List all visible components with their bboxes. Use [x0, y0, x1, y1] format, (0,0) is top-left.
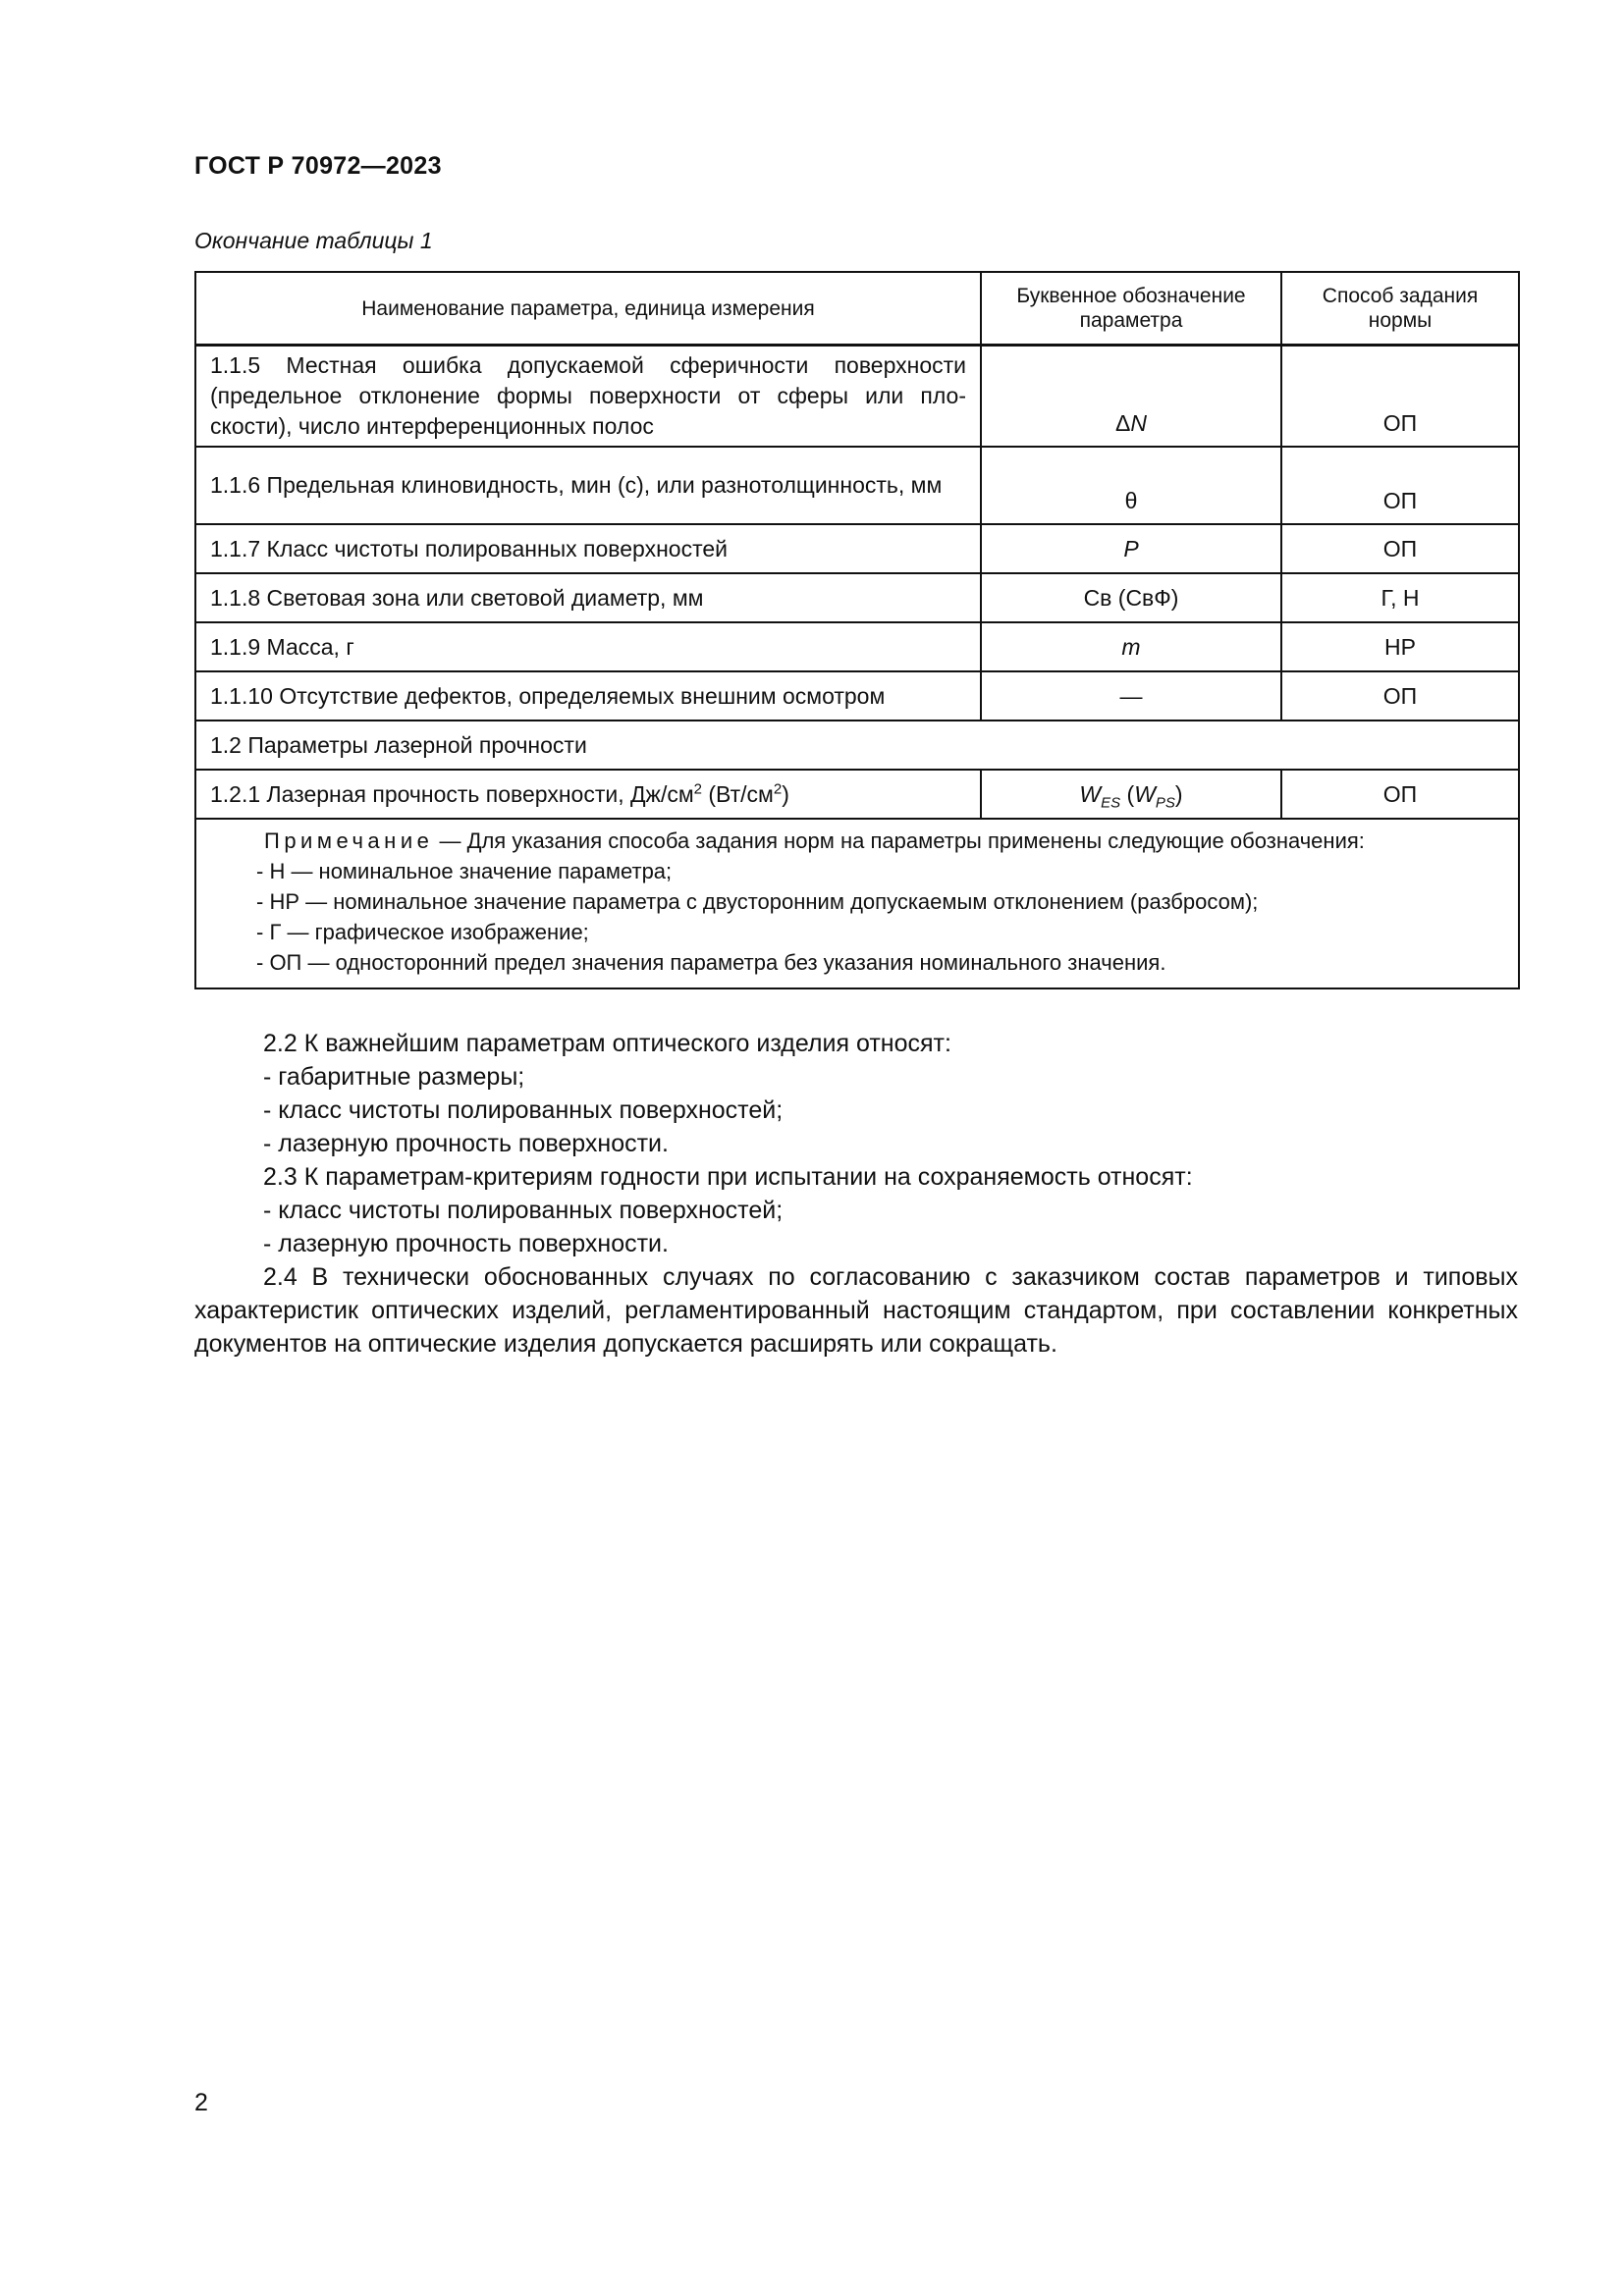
document-code-header: ГОСТ Р 70972—2023	[194, 152, 442, 180]
table-row	[195, 346, 1519, 448]
param-symbol: θ	[981, 447, 1281, 524]
param-method: ОП	[1281, 770, 1519, 819]
name-text: )	[782, 780, 789, 807]
param-name: 1.1.8 Световая зона или световой диаметр, мм	[195, 573, 981, 622]
table-row	[195, 573, 1519, 622]
name-text: 1.2.1 Лазерная прочность поверхности, Дж/см	[210, 780, 694, 807]
paragraph-2-3: 2.3 К параметрам-критериям годности при испытании на сохраняемость относят:	[263, 1163, 1193, 1191]
paragraph-2-4: 2.4 В технически обоснованных случаях по согласованию с заказчиком состав параметров и типовых характеристик оптических изделий, регламентированный настоящим стандартом, при составлении конкретных документов на оптические изделия допускается расширять или сокращать.	[194, 1263, 1518, 1358]
param-symbol	[981, 770, 1281, 819]
param-name: 1.1.5 Местная ошибка допускаемой сферичности поверхности (предельное отклонение формы поверхности от сферы или плоскости), число интерференционных полос	[195, 346, 981, 448]
table-row	[195, 447, 1519, 524]
note-intro-text: — Для указания способа задания норм на параметры применены следующие обозначения:	[433, 828, 1365, 853]
param-method: ОП	[1281, 524, 1519, 573]
param-method: ОП	[1281, 671, 1519, 721]
column-header-name: Наименование параметра, единица измерения	[195, 272, 981, 346]
table-header-row	[195, 272, 1519, 346]
table-row	[195, 770, 1519, 819]
table-row	[195, 622, 1519, 671]
param-method: НР	[1281, 622, 1519, 671]
param-name: 1.1.7 Класс чистоты полированных поверхностей	[195, 524, 981, 573]
param-method: ОП	[1281, 447, 1519, 524]
note-label: Примечание	[264, 828, 434, 853]
symbol-letter: W	[1134, 780, 1156, 807]
subscript: PS	[1155, 794, 1175, 812]
param-symbol	[981, 622, 1281, 671]
list-item: - лазерную прочность поверхности.	[263, 1130, 669, 1157]
column-header-symbol: Буквенное обозначение параметра	[981, 272, 1281, 346]
table-caption: Окончание таблицы 1	[194, 228, 433, 253]
note-item: - НР — номинальное значение параметра с двусторонним допускаемым отклонением (разбросом);	[256, 889, 1259, 914]
param-method: ОП	[1281, 346, 1519, 448]
symbol-delta: Δ	[1115, 410, 1131, 436]
table-row	[195, 671, 1519, 721]
param-symbol	[981, 524, 1281, 573]
table-row	[195, 524, 1519, 573]
note-item: - ОП — односторонний предел значения параметра без указания номинального значения.	[256, 950, 1166, 975]
section-title: 1.2 Параметры лазерной прочности	[195, 721, 1519, 770]
param-symbol: Св (СвФ)	[981, 573, 1281, 622]
symbol-bracket: )	[1174, 780, 1183, 807]
table-note-row	[195, 819, 1519, 988]
list-item: - лазерную прочность поверхности.	[263, 1230, 669, 1257]
note-item: - Г — графическое изображение;	[256, 920, 589, 944]
param-symbol	[981, 346, 1281, 448]
param-method: Г, Н	[1281, 573, 1519, 622]
param-name: 1.1.6 Предельная клиновидность, мин (с), или разнотолщинность, мм	[195, 447, 981, 524]
superscript: 2	[693, 779, 702, 797]
symbol-letter: W	[1079, 780, 1102, 807]
param-name: 1.1.9 Масса, г	[195, 622, 981, 671]
page-number: 2	[194, 2089, 208, 2116]
name-text: (Вт/см	[702, 780, 774, 807]
param-name	[195, 770, 981, 819]
symbol-bracket: (	[1120, 780, 1135, 807]
param-symbol: —	[981, 671, 1281, 721]
note-intro	[210, 826, 1504, 856]
table-note	[195, 819, 1519, 988]
list-item: - класс чистоты полированных поверхностей;	[263, 1096, 784, 1124]
list-item: - габаритные размеры;	[263, 1063, 525, 1091]
note-item: - Н — номинальное значение параметра;	[256, 859, 673, 883]
body-text	[194, 1027, 1518, 1361]
symbol-letter: N	[1130, 410, 1147, 436]
paragraph-2-2: 2.2 К важнейшим параметрам оптического изделия относят:	[263, 1030, 951, 1057]
table-section-row	[195, 721, 1519, 770]
superscript: 2	[773, 779, 783, 797]
subscript: ES	[1101, 794, 1121, 812]
param-name: 1.1.10 Отсутствие дефектов, определяемых внешним осмотром	[195, 671, 981, 721]
list-item: - класс чистоты полированных поверхностей;	[263, 1197, 784, 1224]
symbol-letter: P	[1123, 535, 1139, 561]
symbol-letter: m	[1121, 633, 1141, 660]
column-header-method: Способ задания нормы	[1281, 272, 1519, 346]
parameters-table	[194, 271, 1520, 989]
